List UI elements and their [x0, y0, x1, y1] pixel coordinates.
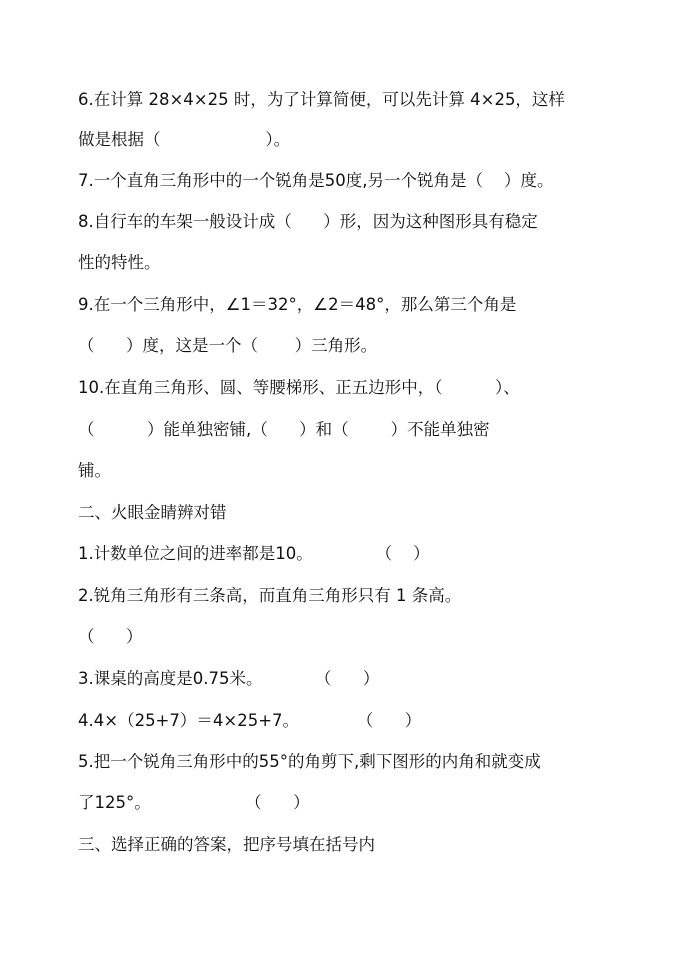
tf-3-line: 3.课桌的高度是0.75米。 （ ）: [78, 669, 380, 688]
section-2-heading: 二、火眼金睛辨对错: [78, 503, 227, 522]
q6-line2: 做是根据（ ）。: [78, 130, 291, 149]
q7-line: 7.一个直角三角形中的一个锐角是50度,另一个锐角是（ ）度。: [78, 171, 554, 190]
tf-2-line2: （ ）: [78, 627, 143, 646]
q6-line1: 6.在计算 28×4×25 时，为了计算简便，可以先计算 4×25，这样: [78, 90, 565, 109]
q10-line1: 10.在直角三角形、圆、等腰梯形、正五边形中，（ ）、: [78, 378, 520, 397]
q9-line2: （ ）度，这是一个（ ）三角形。: [78, 336, 378, 355]
q8-line2: 性的特性。: [78, 253, 161, 272]
tf-1-line: 1.计数单位之间的进率都是10。 （ ）: [78, 544, 430, 563]
tf-5-line1: 5.把一个锐角三角形中的55°的角剪下,剩下图形的内角和就变成: [78, 752, 541, 771]
tf-4-line: 4.4×（25+7）＝4×25+7。 （ ）: [78, 711, 422, 730]
q9-line1: 9.在一个三角形中，∠1＝32°，∠2＝48°，那么第三个角是: [78, 295, 517, 314]
tf-2-line1: 2.锐角三角形有三条高，而直角三角形只有 1 条高。: [78, 586, 462, 605]
section-3-heading: 三、选择正确的答案，把序号填在括号内: [78, 835, 375, 854]
tf-5-line2: 了125°。 （ ）: [78, 793, 310, 812]
q10-line2: （ ）能单独密铺,（ ）和（ ）不能单独密: [78, 420, 490, 439]
q8-line1: 8.自行车的车架一般设计成（ ）形，因为这种图形具有稳定: [78, 212, 538, 231]
q10-line3: 铺。: [78, 461, 111, 480]
